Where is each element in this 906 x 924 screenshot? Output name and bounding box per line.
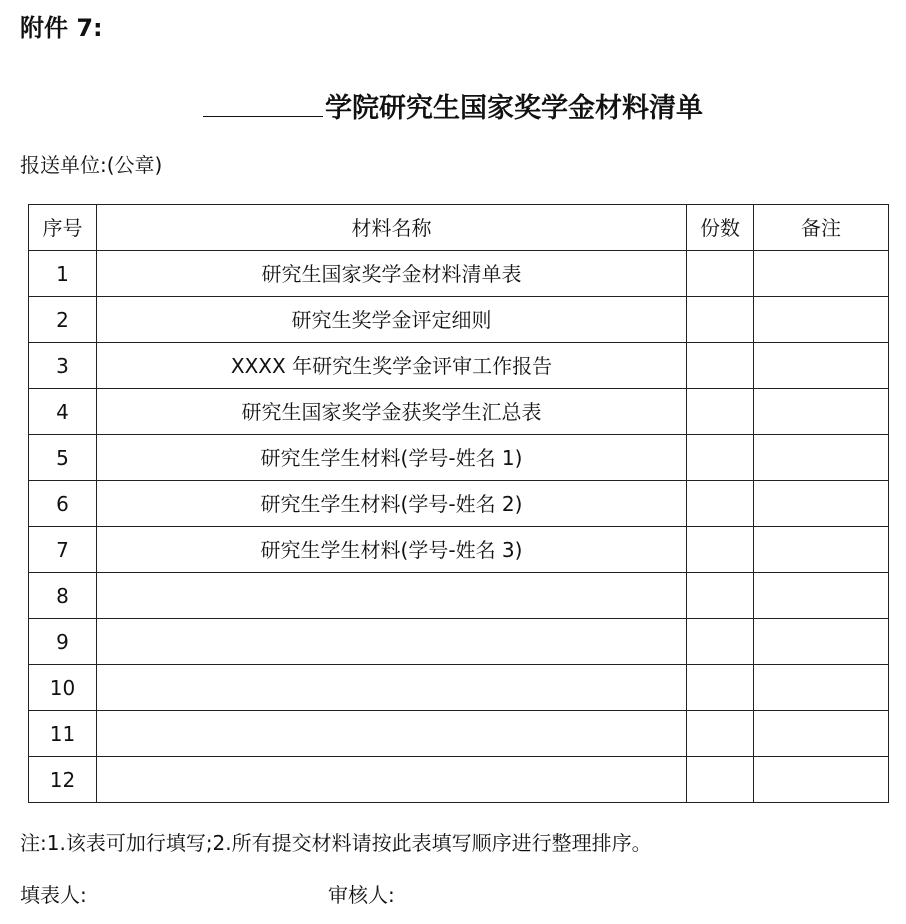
cell-material-name: XXXX 年研究生奖学金评审工作报告 [97, 343, 687, 389]
cell-material-name: 研究生国家奖学金材料清单表 [97, 251, 687, 297]
table-row [29, 665, 889, 711]
cell-number: 12 [29, 757, 97, 803]
cell-remarks[interactable] [754, 389, 889, 435]
cell-remarks[interactable] [754, 573, 889, 619]
cell-remarks[interactable] [754, 711, 889, 757]
table-row [29, 527, 889, 573]
cell-number: 7 [29, 527, 97, 573]
cell-number: 5 [29, 435, 97, 481]
cell-remarks[interactable] [754, 619, 889, 665]
cell-material-name: 研究生学生材料(学号-姓名 1) [97, 435, 687, 481]
cell-material-name[interactable] [97, 573, 687, 619]
cell-copies[interactable] [687, 435, 754, 481]
table-row [29, 757, 889, 803]
cell-copies[interactable] [687, 665, 754, 711]
table-header [29, 205, 889, 251]
cell-remarks[interactable] [754, 527, 889, 573]
cell-number: 1 [29, 251, 97, 297]
cell-remarks[interactable] [754, 251, 889, 297]
cell-remarks[interactable] [754, 343, 889, 389]
cell-number: 11 [29, 711, 97, 757]
cell-remarks[interactable] [754, 481, 889, 527]
document-title-text: 学院研究生国家奖学金材料清单 [325, 93, 703, 124]
materials-table [28, 204, 889, 803]
cell-copies[interactable] [687, 251, 754, 297]
table-body [29, 251, 889, 803]
college-name-blank[interactable] [203, 86, 323, 117]
cell-material-name[interactable] [97, 665, 687, 711]
document-title [0, 86, 906, 129]
cell-copies[interactable] [687, 527, 754, 573]
column-header-copies: 份数 [687, 205, 754, 251]
cell-material-name: 研究生学生材料(学号-姓名 3) [97, 527, 687, 573]
table-row [29, 251, 889, 297]
table-row [29, 619, 889, 665]
cell-number: 8 [29, 573, 97, 619]
cell-material-name[interactable] [97, 711, 687, 757]
table-row [29, 343, 889, 389]
cell-remarks[interactable] [754, 297, 889, 343]
table-header-row [29, 205, 889, 251]
cell-number: 2 [29, 297, 97, 343]
footnote: 注:1.该表可加行填写;2.所有提交材料请按此表填写顺序进行整理排序。 [20, 831, 652, 855]
attachment-label: 附件 7: [20, 14, 103, 42]
cell-material-name: 研究生国家奖学金获奖学生汇总表 [97, 389, 687, 435]
column-header-number: 序号 [29, 205, 97, 251]
cell-material-name[interactable] [97, 757, 687, 803]
column-header-material-name: 材料名称 [97, 205, 687, 251]
cell-copies[interactable] [687, 343, 754, 389]
cell-remarks[interactable] [754, 665, 889, 711]
cell-material-name[interactable] [97, 619, 687, 665]
reviewer-label: 审核人: [328, 883, 395, 907]
cell-copies[interactable] [687, 297, 754, 343]
table-row [29, 435, 889, 481]
table-row [29, 711, 889, 757]
cell-material-name: 研究生学生材料(学号-姓名 2) [97, 481, 687, 527]
cell-number: 6 [29, 481, 97, 527]
cell-copies[interactable] [687, 757, 754, 803]
cell-number: 10 [29, 665, 97, 711]
cell-number: 9 [29, 619, 97, 665]
cell-copies[interactable] [687, 619, 754, 665]
cell-remarks[interactable] [754, 757, 889, 803]
table-row [29, 297, 889, 343]
submitting-unit-label: 报送单位:(公章) [20, 153, 163, 177]
table-row [29, 481, 889, 527]
cell-number: 4 [29, 389, 97, 435]
table-row [29, 389, 889, 435]
column-header-remarks: 备注 [754, 205, 889, 251]
cell-material-name: 研究生奖学金评定细则 [97, 297, 687, 343]
cell-number: 3 [29, 343, 97, 389]
cell-copies[interactable] [687, 389, 754, 435]
filler-label: 填表人: [20, 883, 87, 907]
cell-copies[interactable] [687, 573, 754, 619]
cell-copies[interactable] [687, 481, 754, 527]
cell-remarks[interactable] [754, 435, 889, 481]
table-row [29, 573, 889, 619]
cell-copies[interactable] [687, 711, 754, 757]
